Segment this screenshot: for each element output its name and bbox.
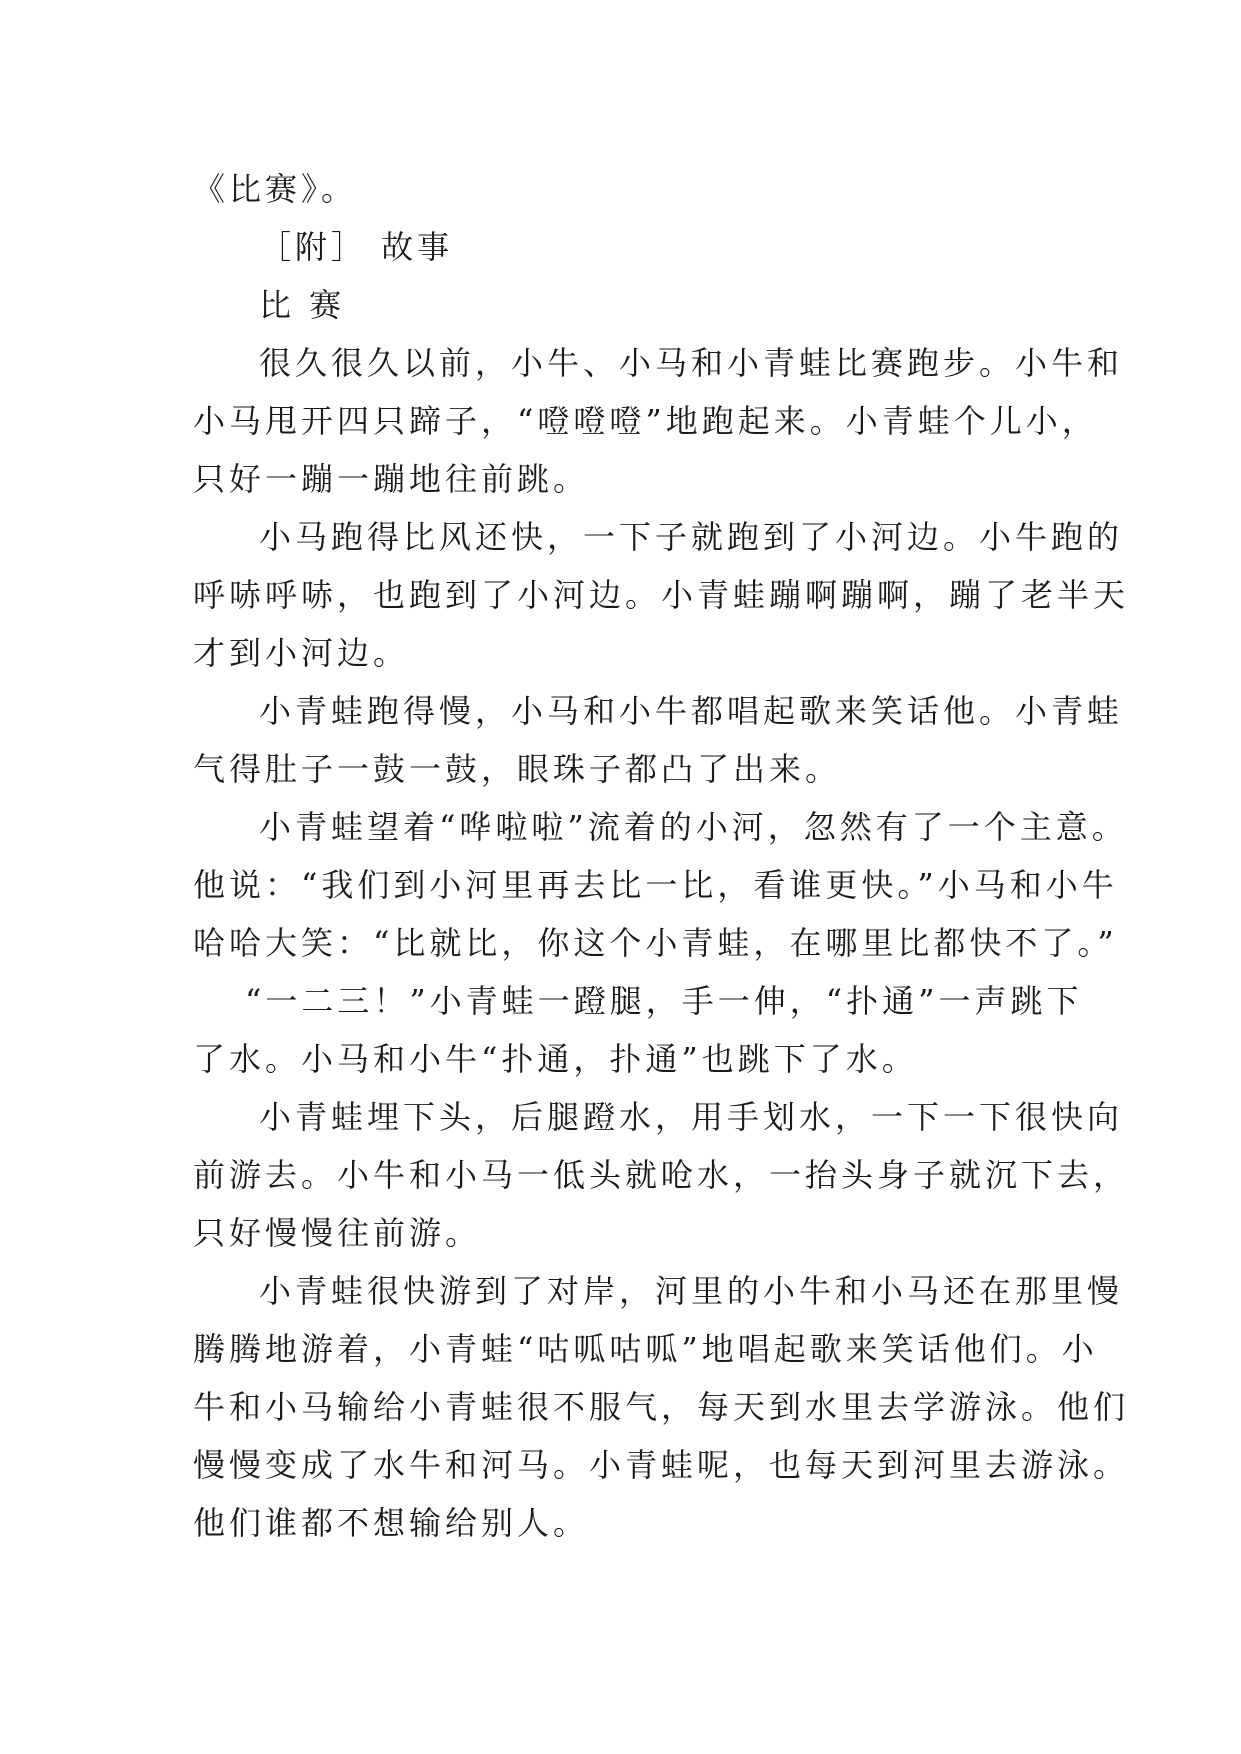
text-line: 小马跑得比风还快，一下子就跑到了小河边。小牛跑的 xyxy=(259,518,1124,556)
text-line: 呼哧呼哧，也跑到了小河边。小青蛙蹦啊蹦啊，蹦了老半天 xyxy=(193,576,1130,614)
text-line: 了水。小马和小牛“扑通，扑通”也跳下了水。 xyxy=(193,1040,918,1078)
appendix-heading: ［附］ 故事 xyxy=(259,228,454,266)
text-line: 他们谁都不想输给别人。 xyxy=(193,1504,590,1542)
text-line: 《比赛》。 xyxy=(193,170,358,208)
text-line: 气得肚子一鼓一鼓，眼珠子都凸了出来。 xyxy=(193,750,842,788)
document-body xyxy=(193,160,1130,1552)
text-line: 慢慢变成了水牛和河马。小青蛙呢，也每天到河里去游泳。 xyxy=(193,1446,1130,1484)
text-line: 只好慢慢往前游。 xyxy=(193,1214,482,1252)
text-line: 小青蛙望着“哗啦啦”流着的小河，忽然有了一个主意。 xyxy=(259,808,1128,846)
text-line: 哈哈大笑：“比就比，你这个小青蛙，在哪里比都快不了。” xyxy=(193,924,1118,962)
story-title: 比 赛 xyxy=(259,286,346,324)
text-line: 才到小河边。 xyxy=(193,634,410,672)
text-line: 牛和小马输给小青蛙很不服气，每天到水里去学游泳。他们 xyxy=(193,1388,1130,1426)
text-line: “一二三！”小青蛙一蹬腿，手一伸，“扑通”一声跳下 xyxy=(245,982,1083,1020)
text-line: 只好一蹦一蹦地往前跳。 xyxy=(193,460,590,498)
text-line: 小青蛙跑得慢，小马和小牛都唱起歌来笑话他。小青蛙 xyxy=(259,692,1124,730)
text-line: 很久很久以前，小牛、小马和小青蛙比赛跑步。小牛和 xyxy=(259,344,1124,382)
text-line: 前游去。小牛和小马一低头就呛水，一抬头身子就沉下去， xyxy=(193,1156,1130,1194)
text-line: 腾腾地游着，小青蛙“咕呱咕呱”地唱起歌来笑话他们。小 xyxy=(193,1330,1098,1368)
text-line: 小青蛙埋下头，后腿蹬水，用手划水，一下一下很快向 xyxy=(259,1098,1124,1136)
text-line: 小马甩开四只蹄子，“噔噔噔”地跑起来。小青蛙个儿小， xyxy=(193,402,1098,440)
text-line: 他说：“我们到小河里再去比一比，看谁更快。”小马和小牛 xyxy=(193,866,1118,904)
text-line: 小青蛙很快游到了对岸，河里的小牛和小马还在那里慢 xyxy=(259,1272,1124,1310)
